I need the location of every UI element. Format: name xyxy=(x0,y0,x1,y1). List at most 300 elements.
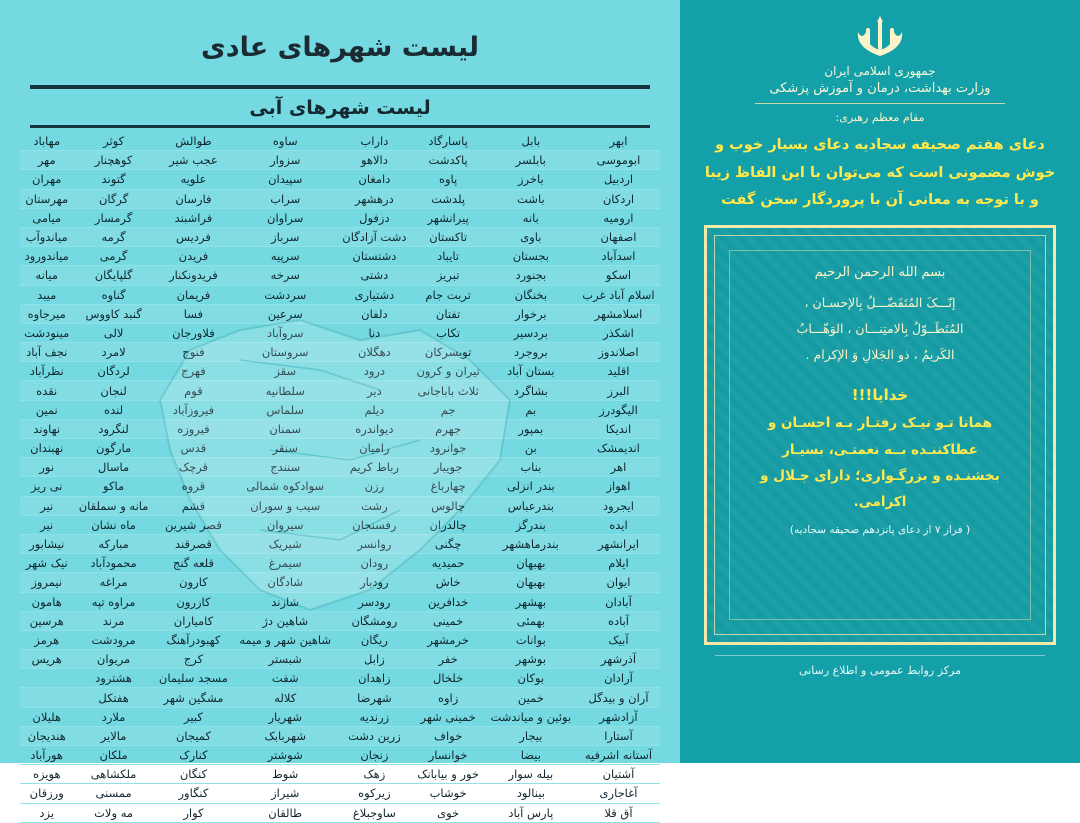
city-cell: کلاله xyxy=(233,688,337,707)
city-cell: شیراز xyxy=(233,784,337,803)
city-cell: قلعه گنج xyxy=(154,554,233,573)
city-cell: بندرگز xyxy=(485,515,577,534)
city-cell: نقده xyxy=(20,381,73,400)
city-cell: کارون xyxy=(154,573,233,592)
city-cell: فردیس xyxy=(154,227,233,246)
city-cell: کوهچنار xyxy=(73,151,153,170)
prayer-content xyxy=(729,250,1031,620)
city-cell: ملکشاهی xyxy=(73,765,153,784)
city-cell: فیروزآباد xyxy=(154,400,233,419)
subtitle-divider xyxy=(30,125,650,128)
table-row xyxy=(20,458,660,477)
city-cell: بیله سوار xyxy=(485,765,577,784)
city-cell: نیشابور xyxy=(20,534,73,553)
city-cell: زهک xyxy=(337,765,411,784)
city-cell: بهشهر xyxy=(485,592,577,611)
table-row xyxy=(20,726,660,745)
city-cell: هامون xyxy=(20,592,73,611)
table-row xyxy=(20,439,660,458)
city-cell: قرچک xyxy=(154,458,233,477)
table-row xyxy=(20,592,660,611)
city-cell: شاهین شهر و میمه xyxy=(233,630,337,649)
city-cell: تکاب xyxy=(411,323,484,342)
city-cell: میامی xyxy=(20,208,73,227)
persian-prayer-title: خدایا!!! xyxy=(851,386,909,405)
city-cell: اشکذر xyxy=(577,323,660,342)
city-cell: رشت xyxy=(337,496,411,515)
city-cell: چگنی xyxy=(411,534,484,553)
city-cell: دنا xyxy=(337,323,411,342)
city-cell: بن xyxy=(485,439,577,458)
city-cell: آرادان xyxy=(577,669,660,688)
city-cell: اسدآباد xyxy=(577,247,660,266)
city-cell: ماسال xyxy=(73,458,153,477)
city-cell: آق قلا xyxy=(577,803,660,822)
table-row xyxy=(20,669,660,688)
city-cell: ثلاث باباجانی xyxy=(411,381,484,400)
city-cell: تویسرکان xyxy=(411,343,484,362)
city-cell: خوشاب xyxy=(411,784,484,803)
city-cell: سروآباد xyxy=(233,323,337,342)
city-cell: بخنگان xyxy=(485,285,577,304)
table-row xyxy=(20,496,660,515)
city-cell: بابلسر xyxy=(485,151,577,170)
city-cell: اندیمشک xyxy=(577,439,660,458)
city-cell: میرجاوه xyxy=(20,304,73,323)
city-cell: شوط xyxy=(233,765,337,784)
city-cell: بستان آباد xyxy=(485,362,577,381)
city-cell: گلپایگان xyxy=(73,266,153,285)
city-cell: نور xyxy=(20,458,73,477)
city-cell: درود xyxy=(337,362,411,381)
city-cell: سنندج xyxy=(233,458,337,477)
city-cell: باشت xyxy=(485,189,577,208)
city-cell: اردبیل xyxy=(577,170,660,189)
city-cell: اسکو xyxy=(577,266,660,285)
city-cell: جویبار xyxy=(411,458,484,477)
city-cell: مانه و سملقان xyxy=(73,496,153,515)
arabic-prayer xyxy=(744,290,1016,369)
city-cell: بجنورد xyxy=(485,266,577,285)
city-cell: بوکان xyxy=(485,669,577,688)
city-cell: مارگون xyxy=(73,439,153,458)
city-cell: رامیان xyxy=(337,439,411,458)
city-cell: بابل xyxy=(485,132,577,151)
city-cell: میبد xyxy=(20,285,73,304)
city-cell: خدافرین xyxy=(411,592,484,611)
city-cell: سوادکوه شمالی xyxy=(233,477,337,496)
city-cell: زابل xyxy=(337,650,411,669)
city-cell: بروجرد xyxy=(485,343,577,362)
city-cell: ایده xyxy=(577,515,660,534)
city-cell: سرباز xyxy=(233,227,337,246)
city-cell: ارومیه xyxy=(577,208,660,227)
city-cell: شوشتر xyxy=(233,746,337,765)
city-cell: تیران و کرون xyxy=(411,362,484,381)
city-cell: هریس xyxy=(20,650,73,669)
city-cell: کوار xyxy=(154,803,233,822)
city-cell: سیروان xyxy=(233,515,337,534)
city-cell: چهارباغ xyxy=(411,477,484,496)
city-cell: فریدن xyxy=(154,247,233,266)
table-row xyxy=(20,534,660,553)
city-cell: سلطانیه xyxy=(233,381,337,400)
city-cell: شادگان xyxy=(233,573,337,592)
city-cell: کوثر xyxy=(73,132,153,151)
city-cell: کنگاور xyxy=(154,784,233,803)
city-cell: زاهدان xyxy=(337,669,411,688)
city-cell: پاسارگاد xyxy=(411,132,484,151)
ornamental-frame xyxy=(704,225,1056,645)
city-cell: سقز xyxy=(233,362,337,381)
city-cell: اسلامشهر xyxy=(577,304,660,323)
prayer-source: ( فراز ۷ از دعای پانزدهم صحیفه سجادیه) xyxy=(789,523,971,536)
city-cell: بندر انزلی xyxy=(485,477,577,496)
city-cell: دیواندره xyxy=(337,419,411,438)
city-cell: دیر xyxy=(337,381,411,400)
city-cell: چالدران xyxy=(411,515,484,534)
city-cell: خمین xyxy=(485,688,577,707)
city-cell: نیر xyxy=(20,496,73,515)
city-cell: مهر xyxy=(20,151,73,170)
city-cell: مرودشت xyxy=(73,630,153,649)
city-cell: اقلید xyxy=(577,362,660,381)
city-cell: دلفان xyxy=(337,304,411,323)
table-row xyxy=(20,266,660,285)
city-cell: سیمرغ xyxy=(233,554,337,573)
city-cell: بندرماهشهر xyxy=(485,534,577,553)
city-cell: رفسنجان xyxy=(337,515,411,534)
city-cell: میاندورود xyxy=(20,247,73,266)
city-cell: گناوه xyxy=(73,285,153,304)
city-cell: تبریز xyxy=(411,266,484,285)
city-cell: رودبار xyxy=(337,573,411,592)
city-cell: بردسیر xyxy=(485,323,577,342)
city-cell: شیریک xyxy=(233,534,337,553)
table-row xyxy=(20,784,660,803)
city-cell: لنگرود xyxy=(73,419,153,438)
city-cell: هفتکل xyxy=(73,688,153,707)
city-cell: بمپور xyxy=(485,419,577,438)
section-subtitle: لیست شهرهای آبی xyxy=(30,89,650,125)
city-cell: دهگلان xyxy=(337,343,411,362)
city-cell: داراب xyxy=(337,132,411,151)
city-cell: ایجرود xyxy=(577,496,660,515)
city-cell: سپیدان xyxy=(233,170,337,189)
city-cell: تایباد xyxy=(411,247,484,266)
city-cell: اسلام آباد غرب xyxy=(577,285,660,304)
table-row xyxy=(20,707,660,726)
city-cell: آستارا xyxy=(577,726,660,745)
city-cell: بانه xyxy=(485,208,577,227)
city-cell: نهبندان xyxy=(20,439,73,458)
city-cell: قصرقند xyxy=(154,534,233,553)
city-cell: سرخه xyxy=(233,266,337,285)
city-cell: سیب و سوران xyxy=(233,496,337,515)
city-cell: آزادشهر xyxy=(577,707,660,726)
city-cell: ماکو xyxy=(73,477,153,496)
city-cell: ایوان xyxy=(577,573,660,592)
table-row xyxy=(20,343,660,362)
city-cell: رودان xyxy=(337,554,411,573)
city-cell: آغاجاری xyxy=(577,784,660,803)
org-line-1: جمهوری اسلامی ایران xyxy=(824,64,936,78)
city-cell: آذرشهر xyxy=(577,650,660,669)
corner-ornament-bottom-left xyxy=(704,619,730,645)
city-cell: جهرم xyxy=(411,419,484,438)
city-cell: خواف xyxy=(411,726,484,745)
city-cell: باخرز xyxy=(485,170,577,189)
city-cell: بهبهان xyxy=(485,554,577,573)
city-cell: پیرانشهر xyxy=(411,208,484,227)
city-cell: زاوه xyxy=(411,688,484,707)
city-cell: حمیدیه xyxy=(411,554,484,573)
city-cell: رومشگان xyxy=(337,611,411,630)
page-title: لیست شهرهای عادی xyxy=(201,32,479,63)
city-cell: رباط کریم xyxy=(337,458,411,477)
city-cell: سمنان xyxy=(233,419,337,438)
city-cell: گرمی xyxy=(73,247,153,266)
city-cell: کمیجان xyxy=(154,726,233,745)
city-cell: اندیکا xyxy=(577,419,660,438)
table-row xyxy=(20,573,660,592)
city-cell: باوی xyxy=(485,227,577,246)
city-cell: دشتیاری xyxy=(337,285,411,304)
city-cell: پاکدشت xyxy=(411,151,484,170)
city-cell: قروه xyxy=(154,477,233,496)
city-cell: سروستان xyxy=(233,343,337,362)
city-cell: خوانسار xyxy=(411,746,484,765)
city-cell: خمینی شهر xyxy=(411,707,484,726)
table-row xyxy=(20,323,660,342)
city-cell: نی ریز xyxy=(20,477,73,496)
city-cell: گرمه xyxy=(73,227,153,246)
basmala-text: بسم الله الرحمن الرحیم xyxy=(814,264,946,280)
city-cell: میاندوآب xyxy=(20,227,73,246)
table-row xyxy=(20,285,660,304)
city-cell: تربت جام xyxy=(411,285,484,304)
city-cell: نجف آباد xyxy=(20,343,73,362)
city-cell: ایرانشهر xyxy=(577,534,660,553)
city-cell: ریگان xyxy=(337,630,411,649)
table-row xyxy=(20,650,660,669)
city-cell: محمودآباد xyxy=(73,554,153,573)
city-cell: لامرد xyxy=(73,343,153,362)
city-cell: رودسر xyxy=(337,592,411,611)
city-cell: ابوموسی xyxy=(577,151,660,170)
persian-prayer-line: اکرامی. xyxy=(853,494,907,511)
city-cell: طالقان xyxy=(233,803,337,822)
table-row xyxy=(20,362,660,381)
city-cell: فنوج xyxy=(154,343,233,362)
table-row xyxy=(20,515,660,534)
persian-prayer-line: عطاکننـده بــه نعمتـی، بسیـار xyxy=(782,441,978,458)
city-cell: روانسر xyxy=(337,534,411,553)
table-row xyxy=(20,227,660,246)
city-cell: مینودشت xyxy=(20,323,73,342)
city-cell: فسا xyxy=(154,304,233,323)
city-cell: اهواز xyxy=(577,477,660,496)
city-cell: فهرج xyxy=(154,362,233,381)
city-cell: الیگودرز xyxy=(577,400,660,419)
city-cell: آشتیان xyxy=(577,765,660,784)
city-cell: قصر شیرین xyxy=(154,515,233,534)
city-cell: نهاوند xyxy=(20,419,73,438)
city-cell: فیروزه xyxy=(154,419,233,438)
city-cell: بوشهر xyxy=(485,650,577,669)
city-cell: میانه xyxy=(20,266,73,285)
table-row xyxy=(20,304,660,323)
city-cell: ساوه xyxy=(233,132,337,151)
city-cell: طوالش xyxy=(154,132,233,151)
city-cell: بندرعباس xyxy=(485,496,577,515)
city-cell: مهاباد xyxy=(20,132,73,151)
city-cell: هویزه xyxy=(20,765,73,784)
city-cell: مهران xyxy=(20,170,73,189)
city-cell: سنقر xyxy=(233,439,337,458)
city-cell: البرز xyxy=(577,381,660,400)
city-cell: لنجان xyxy=(73,381,153,400)
city-cell: زرین دشت xyxy=(337,726,411,745)
city-cell: چالوس xyxy=(411,496,484,515)
table-row xyxy=(20,189,660,208)
cities-table xyxy=(20,132,660,823)
city-cell: مهرستان xyxy=(20,189,73,208)
city-cell: زیرکوه xyxy=(337,784,411,803)
city-cell: مبارکه xyxy=(73,534,153,553)
table-row xyxy=(20,803,660,822)
city-cell: یزد xyxy=(20,803,73,822)
org-divider xyxy=(755,103,1005,104)
persian-prayer-line: بخشنـده و بزرگـواری؛ دارای جـلال و xyxy=(760,468,1000,485)
city-cell: لنده xyxy=(73,400,153,419)
city-cell: هلیلان xyxy=(20,707,73,726)
city-cell: فارسان xyxy=(154,189,233,208)
city-cell: آستانه اشرفیه xyxy=(577,746,660,765)
city-cell: بشاگرد xyxy=(485,381,577,400)
table-row xyxy=(20,554,660,573)
city-cell: سرپیه xyxy=(233,247,337,266)
city-cell: برخوار xyxy=(485,304,577,323)
city-cell: ابهر xyxy=(577,132,660,151)
city-cell: دالاهو xyxy=(337,151,411,170)
table-row xyxy=(20,247,660,266)
city-cell: هورآباد xyxy=(20,746,73,765)
persian-prayer xyxy=(740,410,1020,515)
table-row xyxy=(20,477,660,496)
city-cell: ورزقان xyxy=(20,784,73,803)
city-cell: زرندیه xyxy=(337,707,411,726)
city-cell: کنگان xyxy=(154,765,233,784)
city-cell: بوئین و میاندشت xyxy=(485,707,577,726)
city-cell: پلدشت xyxy=(411,189,484,208)
city-cell: مرند xyxy=(73,611,153,630)
table-row xyxy=(20,746,660,765)
persian-prayer-line: همانا تـو نیـک رفتـار بـه احسـان و xyxy=(767,415,993,432)
table-row xyxy=(20,611,660,630)
city-cell: بیضا xyxy=(485,746,577,765)
city-cell: اصفهان xyxy=(577,227,660,246)
city-cell: بم xyxy=(485,400,577,419)
city-cell: لردگان xyxy=(73,362,153,381)
city-cell: شهریار xyxy=(233,707,337,726)
city-cell: فراشبند xyxy=(154,208,233,227)
table-row xyxy=(20,419,660,438)
city-cell: هرمز xyxy=(20,630,73,649)
city-cell: مراوه تپه xyxy=(73,592,153,611)
city-cell: بیجار xyxy=(485,726,577,745)
city-cell: مسجد سلیمان xyxy=(154,669,233,688)
city-cell: سزوار xyxy=(233,151,337,170)
city-cell: عجب شیر xyxy=(154,151,233,170)
headline-quote: دعای هفتم صحیفه سجادیه دعای بسیار خوب و خوش مضمونی است که می‌توان با این الفاظ زیبا و با توجه به معانی آن با پروردگار سخن گفت xyxy=(704,137,1056,209)
city-cell: مریوان xyxy=(73,650,153,669)
city-cell: ملارد xyxy=(73,707,153,726)
city-cell: لالی xyxy=(73,323,153,342)
table-row xyxy=(20,400,660,419)
city-cell: بناب xyxy=(485,458,577,477)
corner-ornament-bottom-right xyxy=(1030,619,1056,645)
city-cell: فلاورجان xyxy=(154,323,233,342)
city-cell: شهرضا xyxy=(337,688,411,707)
city-cell: پارس آباد xyxy=(485,803,577,822)
table-row xyxy=(20,151,660,170)
city-cell: اهر xyxy=(577,458,660,477)
city-cell: آبادان xyxy=(577,592,660,611)
city-cell: بجستان xyxy=(485,247,577,266)
city-cell: تفتان xyxy=(411,304,484,323)
city-cell: شازند xyxy=(233,592,337,611)
city-cell: کامیاران xyxy=(154,611,233,630)
city-cell: سلماس xyxy=(233,400,337,419)
city-cell: بوانات xyxy=(485,630,577,649)
city-cell: ساوجبلاغ xyxy=(337,803,411,822)
city-cell: شاهین دژ xyxy=(233,611,337,630)
city-cell: سردشت xyxy=(233,285,337,304)
city-cell: گنبد کاووس xyxy=(73,304,153,323)
city-cell: نمین xyxy=(20,400,73,419)
city-cell: بینالود xyxy=(485,784,577,803)
city-cell: گرگان xyxy=(73,189,153,208)
iran-emblem-icon xyxy=(680,0,1080,60)
city-cell: خفر xyxy=(411,650,484,669)
city-cell: فریدونکنار xyxy=(154,266,233,285)
city-cell: گتوند xyxy=(73,170,153,189)
table-row xyxy=(20,688,660,707)
city-cell: دامغان xyxy=(337,170,411,189)
city-cell: سرعین xyxy=(233,304,337,323)
city-cell: نیک شهر xyxy=(20,554,73,573)
city-cell: شهربابک xyxy=(233,726,337,745)
city-cell: خمینی xyxy=(411,611,484,630)
table-row xyxy=(20,208,660,227)
footer-divider xyxy=(715,655,1045,656)
city-cell: شفت xyxy=(233,669,337,688)
city-cell: دزفول xyxy=(337,208,411,227)
arabic-prayer-line: المُتَطَــوّلُ بِالامتِنـــان ، الوَهّـــابُ xyxy=(796,320,964,336)
city-cell: رزن xyxy=(337,477,411,496)
prayer-poster-panel xyxy=(680,0,1080,763)
city-cell: خرمشهر xyxy=(411,630,484,649)
city-cell: خلخال xyxy=(411,669,484,688)
city-cell: دیلم xyxy=(337,400,411,419)
city-cell: جم xyxy=(411,400,484,419)
city-cell: دشت آزادگان xyxy=(337,227,411,246)
city-cell: قدس xyxy=(154,439,233,458)
city-cell: کنارک xyxy=(154,746,233,765)
city-cell: اردکان xyxy=(577,189,660,208)
city-cell: هندیجان xyxy=(20,726,73,745)
